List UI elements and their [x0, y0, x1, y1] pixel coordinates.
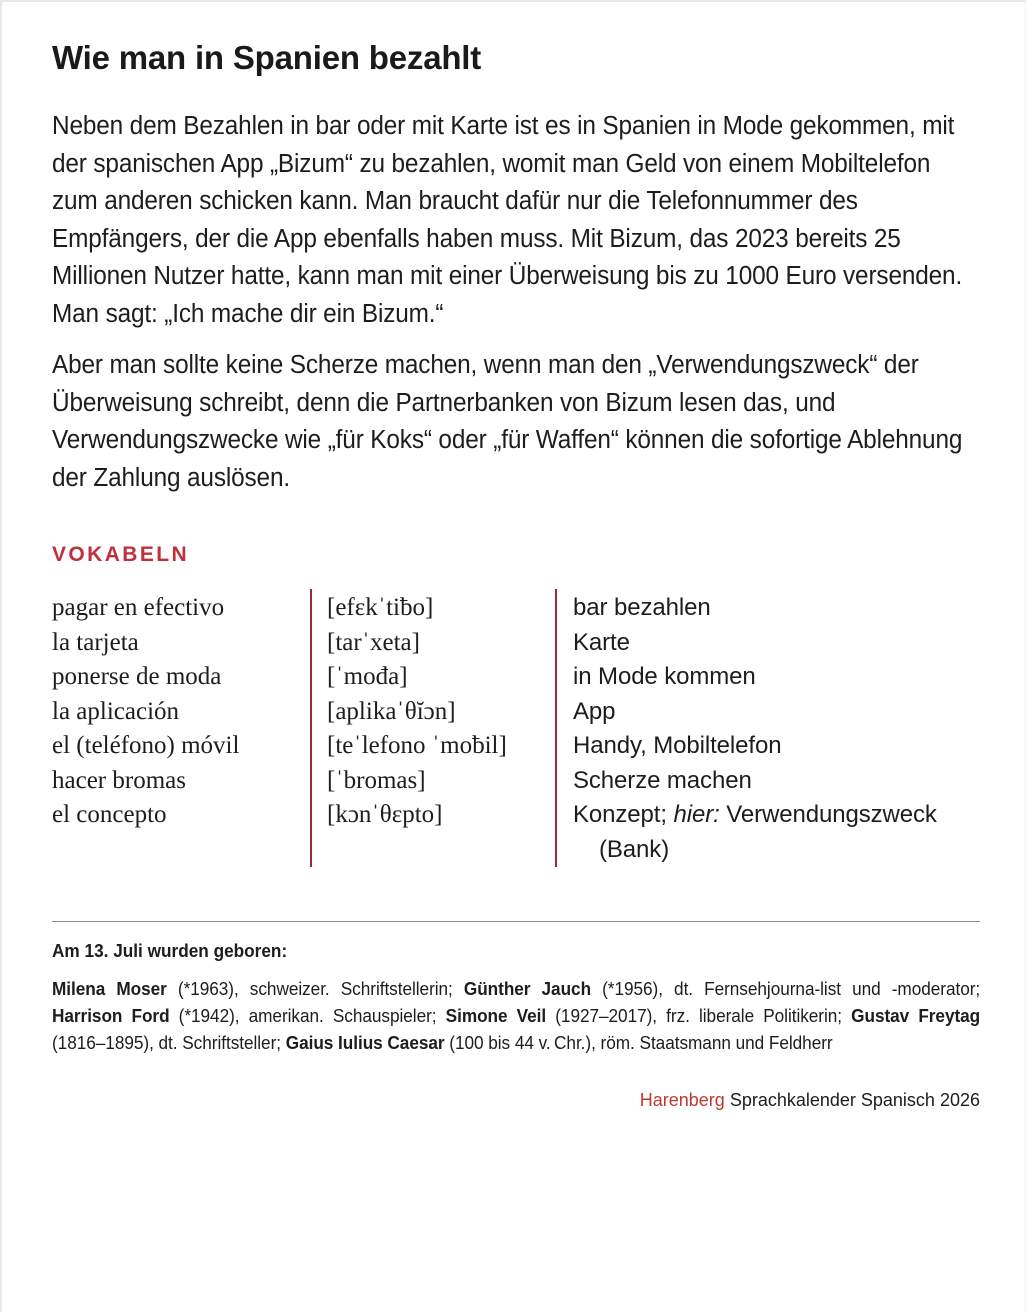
vocab-term: ponerse de moda [52, 663, 222, 690]
vocab-translation-continuation: (Bank) [599, 835, 670, 863]
vocab-translation: bar bezahlen [573, 594, 711, 621]
vocab-translation: Handy, Mobiltelefon [573, 732, 782, 759]
publisher-brand: Harenberg [639, 1090, 725, 1110]
body-paragraph-1: Neben dem Bezahlen in bar oder mit Karte ist es in Spanien in Mode gekommen, mit der spanischen App „Bizum“ zu bezahlen, womit man Geld von einem Mobiltelefon zum anderen schicken kann. Man braucht dafür nur die Telefonnummer des Empfängers, der die App ebenfalls haben muss. Mit Bizum, das 2023 bereits 25 Millionen Nutzer hatte, kann man mit einer Überweisung bis zu 1000 Euro versenden. Man sagt: „Ich mache dir ein Bizum.“ [52, 112, 963, 328]
vocabulary-table [52, 589, 980, 867]
vocab-ipa: [ˈmođa] [327, 663, 408, 690]
vocabulary-column-pronunciation [311, 589, 555, 867]
colophon [52, 1090, 980, 1111]
footer-divider-rule [52, 921, 980, 922]
page-title: Wie man in Spanien bezahlt [52, 39, 482, 76]
person-details: (*1963), schweizer. Schriftstellerin; [166, 978, 464, 999]
person-name: Gaius Iulius Caesar [285, 1032, 445, 1053]
vocab-translation: in Mode kommen [573, 663, 756, 690]
vocab-term: el (teléfono) móvil [52, 732, 240, 759]
person-name: Gustav Freytag [851, 1005, 981, 1026]
person-name: Günther Jauch [463, 978, 592, 999]
person-name: Milena Moser [52, 978, 167, 999]
vocab-translation-prefix: Konzept; [573, 801, 674, 828]
vocab-translation: App [573, 697, 616, 725]
vocab-ipa: [teˈlefono ˈmoƀil] [327, 732, 507, 759]
vocab-translation: Karte [573, 628, 630, 656]
vocabulary-column-spanish [52, 589, 310, 867]
vocab-translation: Scherze machen [573, 766, 752, 794]
vocab-term: hacer bromas [52, 766, 186, 794]
vocab-term: la tarjeta [52, 628, 139, 656]
vocab-translation [573, 798, 980, 867]
vocab-term: la aplicación [52, 697, 180, 725]
births-list [52, 975, 980, 1056]
person-details: (*1942), amerikan. Schauspieler; [169, 1005, 446, 1026]
vocab-ipa: [efɛkˈtiƀo] [327, 594, 434, 621]
person-details: (100 bis 44 v. Chr.), röm. Staatsmann und Feldherr [444, 1032, 833, 1053]
vocab-ipa: [ˈbromas] [327, 766, 426, 794]
person-details: (1816–1895), dt. Schriftsteller; [52, 1032, 286, 1053]
person-details: (*1956), dt. Fernsehjourna-list und -moderator; [591, 978, 981, 999]
vocab-translation-marker: hier: [673, 801, 720, 828]
person-details: (1927–2017), frz. liberale Politikerin; [546, 1005, 852, 1026]
person-name: Simone Veil [445, 1005, 547, 1026]
vocabulary-column-german [556, 589, 980, 867]
person-name: Harrison Ford [52, 1005, 170, 1026]
publication-title: Sprachkalender Spanisch 2026 [724, 1090, 980, 1110]
vocab-ipa: [kɔnˈθɛpto] [327, 801, 443, 828]
page-content [52, 38, 980, 1111]
vocab-translation-suffix: Verwendungszweck [719, 801, 937, 828]
births-heading: Am 13. Juli wurden geboren: [52, 940, 288, 961]
vocab-ipa: [tarˈxeta] [327, 628, 420, 656]
vocab-ipa: [aplikaˈθĭɔn] [327, 697, 456, 725]
vocabulary-section-heading: VOKABELN [52, 543, 190, 566]
body-paragraph-2: Aber man sollte keine Scherze machen, wenn man den „Verwendungszweck“ der Überweisung schreibt, denn die Partnerbanken von Bizum lesen das, und Verwendungszwecke wie „für Koks“ oder „für Waffen“ können die sofortige Ablehnung der Zahlung auslösen. [52, 351, 963, 492]
vocab-term: el concepto [52, 801, 167, 828]
vocab-term: pagar en efectivo [52, 594, 225, 621]
